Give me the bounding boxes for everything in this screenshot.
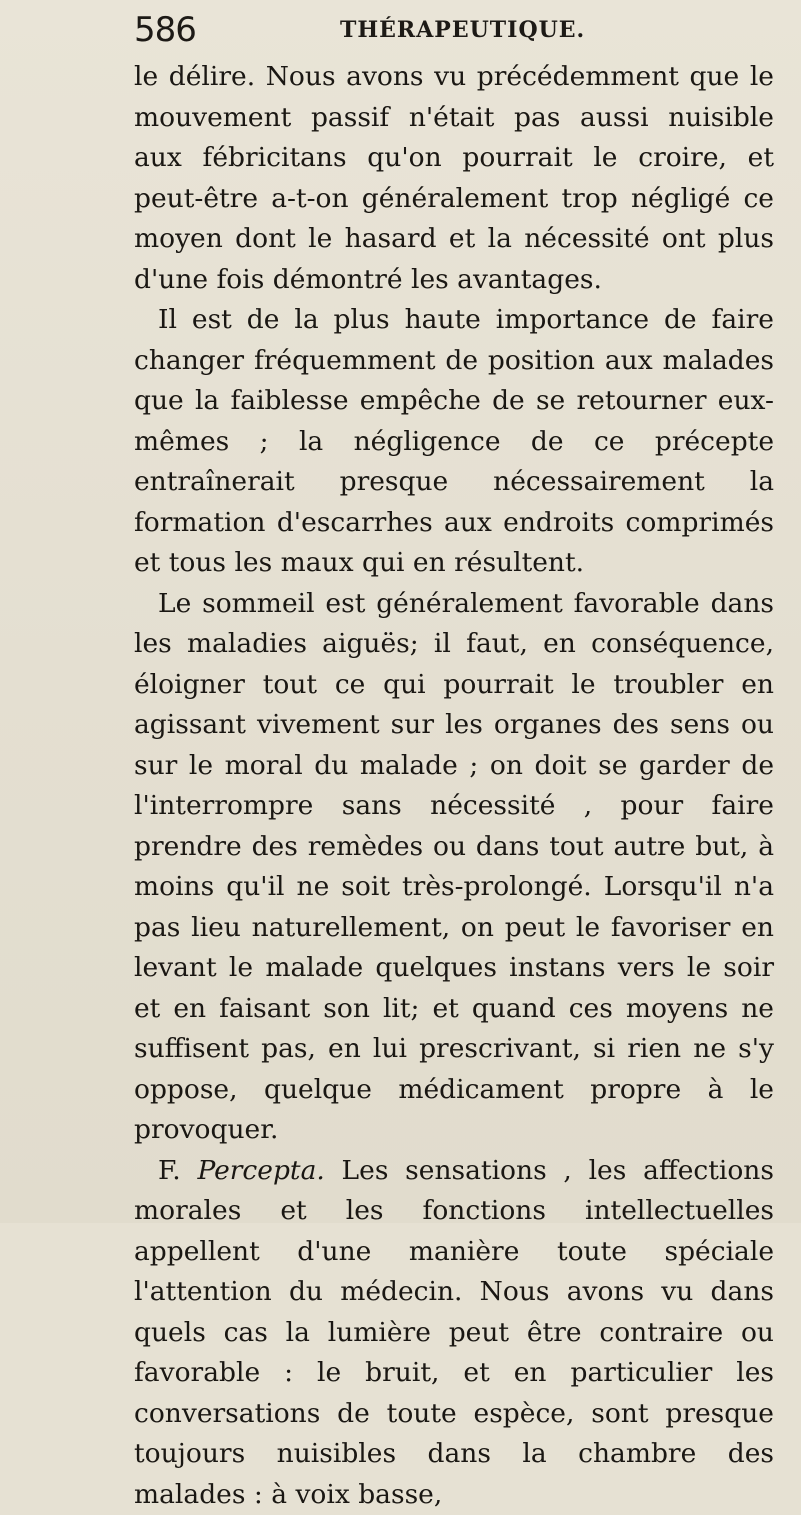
section-letter: F. xyxy=(158,1155,181,1186)
paragraph-position-change: Il est de la plus haute importance de faire changer fréquemment de position aux malades que la faiblesse empêche de se retourner eux-mêmes ; la négligence de ce précepte entraînerait presque nécessairement la formation d'escarrhes aux endroits comprimés et tous les maux qui en résultent. xyxy=(134,300,774,584)
running-title: THÉRAPEUTIQUE. xyxy=(340,15,585,45)
page-header xyxy=(134,10,784,50)
body-text xyxy=(134,57,774,1515)
paragraph-continuation: le délire. Nous avons vu précédemment que le mouvement passif n'était pas aussi nuisible aux fébricitans qu'on pourrait le croire, et peut-être a-t-on généralement trop négligé ce moyen dont le hasard et la nécessité ont plus d'une fois démontré les avantages. xyxy=(134,57,774,300)
section-heading-percepta: Percepta. xyxy=(197,1155,324,1186)
paragraph-percepta xyxy=(134,1151,774,1515)
paragraph-percepta-text: Les sensations , les affections morales et les fonctions intellectuelles appellent d'une manière toute spéciale l'attention du médecin. Nous avons vu dans quels cas la lumière peut être contraire ou favorable : le bruit, et en particulier les conversations de toute espèce, sont presque toujours nuisibles dans la chambre des malades : à voix basse, xyxy=(134,1155,774,1510)
page-number: 586 xyxy=(134,10,196,50)
paragraph-sleep: Le sommeil est généralement favorable dans les maladies aiguës; il faut, en conséquence, éloigner tout ce qui pourrait le troubler en agissant vivement sur les organes des sens ou sur le moral du malade ; on doit se garder de l'interrompre sans nécessité , pour faire prendre des remèdes ou dans tout autre but, à moins qu'il ne soit très-prolongé. Lorsqu'il n'a pas lieu naturellement, on peut le favoriser en levant le malade quelques instans vers le soir et en faisant son lit; et quand ces moyens ne suffisent pas, en lui prescrivant, si rien ne s'y oppose, quelque médicament propre à le provoquer. xyxy=(134,584,774,1151)
